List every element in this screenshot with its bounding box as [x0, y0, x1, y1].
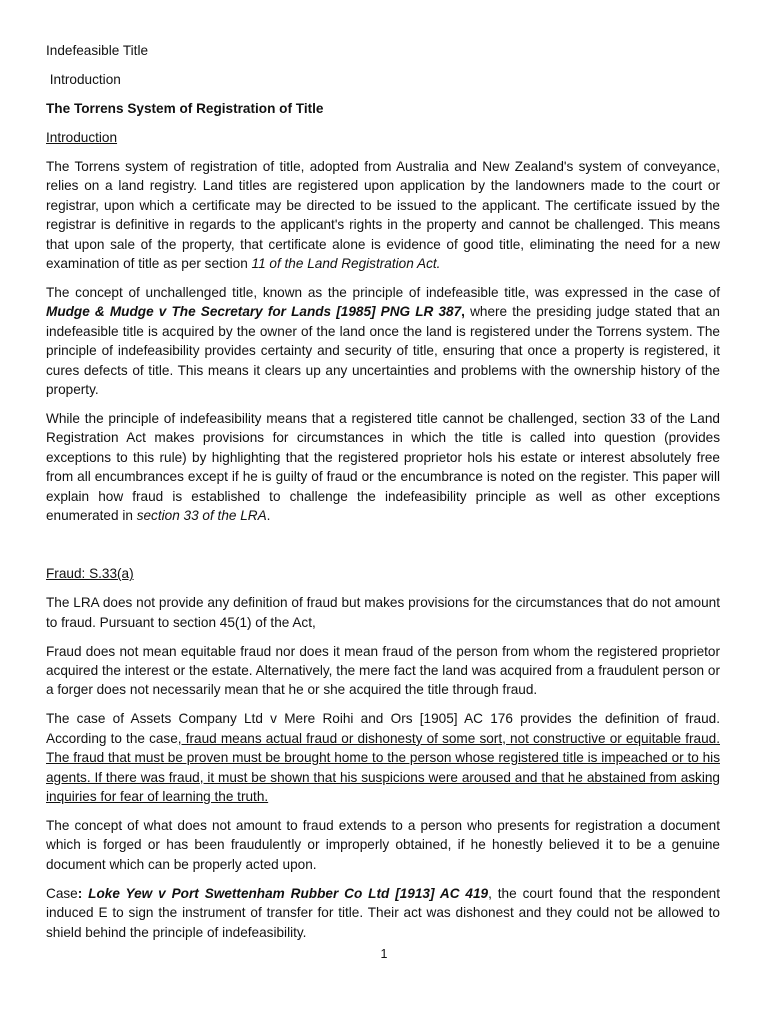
paragraph-end: .	[266, 508, 271, 524]
paragraph-text: The concept of unchallenged title, known as the principle of indefeasible title, was expressed in the case of	[46, 285, 720, 301]
paragraph-text: , the court found that the respondent induced E to sign the instrument of transfer for title. Their act was dishonest and they could not be allowed to shield behind the principle of indefeasibility.	[46, 885, 721, 940]
paragraph-text: The Torrens system of registration of title, adopted from Australia and New Zealand's system of conveyance, relies on a land registry. Land titles are registered upon application by the landowners made to the court or registrar, upon which a certificate may be directed to be issued to the applicant. The certificate issued by the registrar is definitive in regards to the applicant's rights in the property and cannot be challenged. This means that upon sale of the property, that certificate alone is evidence of good title, eliminating the need for a new examination of title as per section	[46, 159, 720, 272]
paragraph-text: While the principle of indefeasibility means that a registered title cannot be challenged, section 33 of the Land Registration Act makes provisions for circumstances in which the title is called into question (provides exceptions to this rule) by highlighting that the registered proprietor hols his estate or interest absolutely free from all encumbrances except if he is guilty of fraud or the encumbrance is noted on the register. This paper will explain how fraud is established to challenge the indefeasibility principle as well as other exceptions enumerated in	[46, 411, 720, 524]
spacer	[46, 535, 720, 564]
subheading-introduction: Introduction	[46, 130, 118, 145]
paragraph-text: The case of Assets Company Ltd v Mere Roihi and Ors [1905] AC 176 provides the definition of fraud. According to the case	[46, 711, 720, 746]
paragraph-equitable-fraud: Fraud does not mean equitable fraud nor does it mean fraud of the person from whom the registered proprietor acquired the interest or the estate. Alternatively, the mere fact the land was acquired from a fraudulent person or a forger does not necessarily mean that he or she acquired the title through fraud.	[46, 643, 720, 698]
section-title: The Torrens System of Registration of Title	[46, 101, 324, 116]
paragraph-lra-fraud: The LRA does not provide any definition of fraud but makes provisions for the circumstances that do not amount to fraud. Pursuant to section 45(1) of the Act,	[46, 595, 720, 630]
document-page	[46, 41, 720, 952]
paragraph-text: where the presiding judge stated that an indefeasible title is acquired by the owner of the land once the land is registered under the Torrens system. The principle of indefeasibility provides certainty and security of title, ensuring that once a property is registered, it cures defects of title. This means it clears up any uncertainties and problems with the ownership history of the property.	[46, 304, 720, 398]
page-number: 1	[380, 947, 388, 961]
paragraph-loke-yew-case	[46, 884, 720, 942]
document-title: Indefeasible Title	[46, 43, 149, 58]
case-label: Case	[46, 885, 78, 901]
fraud-definition-underlined: , fraud means actual fraud or dishonesty of some sort, not constructive or equitable fraud. The fraud that must be proven must be brought home to the person whose registered title is impeached or to his agents. If there was fraud, it must be shown that his suspicions were aroused and that he abstained from asking inquiries for fear of learning the truth.	[46, 730, 720, 804]
paragraph-forged-document: The concept of what does not amount to fraud extends to a person who presents for registration a document which is forged or has been fraudulently or improperly obtained, if he honestly believed it to be a genuine document which can be properly acted upon.	[46, 817, 720, 872]
subheading-fraud: Fraud: S.33(a)	[46, 566, 134, 582]
paragraph-indefeasible-title: The concept of unchallenged title, known as the principle of indefeasible title, was expressed in the case of Mudge & Mudge v The Secretary for Lands [1985] PNG LR 387, where the presiding judge stated that an indefeasible title is acquired by the owner of the land once the land is registered under the Torrens system. The principle of indefeasibility provides certainty and security of title, ensuring that once a property is registered, it cures defects of title. This means it clears up any uncertainties and problems with the ownership history of the property.	[46, 285, 720, 398]
paragraph-section-33	[46, 409, 720, 525]
case-citation: Mudge & Mudge v The Secretary for Lands [1985] PNG LR 387	[46, 304, 462, 320]
paragraph-torrens-system	[46, 157, 720, 273]
paragraph-assets-company	[46, 709, 720, 806]
case-citation: Loke Yew v Port Swettenham Rubber Co Ltd [1913] AC 419	[88, 885, 489, 901]
statute-reference: section 33 of the LRA	[136, 508, 267, 524]
case-colon: :	[77, 885, 89, 901]
introduction-heading: Introduction	[46, 72, 121, 87]
statute-reference: 11 of the Land Registration Act.	[251, 256, 441, 272]
